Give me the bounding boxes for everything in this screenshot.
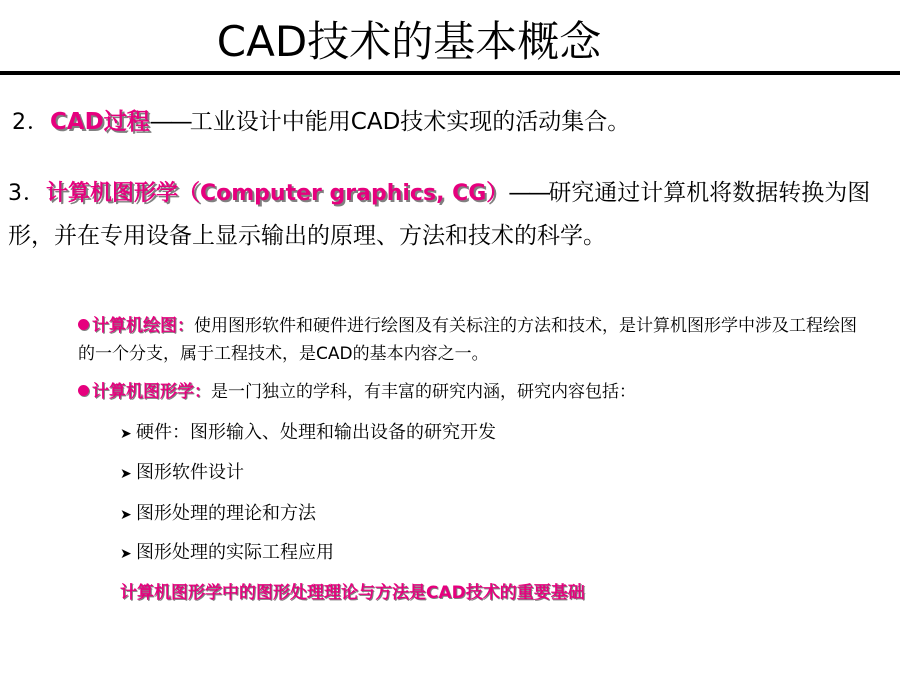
arrowhead-right-icon: ➤ <box>120 546 132 562</box>
sub-item-computer-graphics <box>78 378 868 406</box>
research-item <box>120 501 316 528</box>
arrowhead-right-icon: ➤ <box>120 426 132 442</box>
item-number: 2． <box>12 110 50 135</box>
research-item <box>120 420 496 447</box>
research-item-text: 图形软件设计 <box>136 462 244 483</box>
sub-item-computer-drawing <box>78 312 868 368</box>
definition-text: 工业设计中能用CAD技术实现的活动集合。 <box>189 109 631 135</box>
conclusion-statement: 计算机图形学中的图形处理理论与方法是CAD技术的重要基础 <box>120 583 585 603</box>
slide-title: CAD技术的基本概念 <box>216 17 602 66</box>
bullet-icon <box>78 319 89 330</box>
definition-text: 研究通过计算机将数据转换为图形，并在专用设备上显示输出的原理、方法和技术的科学。 <box>8 180 871 249</box>
arrowhead-right-icon: ➤ <box>120 466 132 482</box>
term-cad-process: CAD过程 <box>50 109 150 135</box>
research-item <box>120 460 244 487</box>
definition-cad-process <box>12 101 892 144</box>
sub-item-text: 使用图形软件和硬件进行绘图及有关标注的方法和技术，是计算机图形学中涉及工程绘图的一个分支，属于工程技术，是CAD的基本内容之一。 <box>78 316 857 364</box>
research-item-text: 硬件：图形输入、处理和输出设备的研究开发 <box>136 422 496 443</box>
item-number: 3． <box>8 181 46 206</box>
sub-item-label: 计算机图形学： <box>92 382 211 402</box>
research-item-text: 图形处理的实际工程应用 <box>136 542 334 563</box>
research-item-text: 图形处理的理论和方法 <box>136 503 316 524</box>
research-item <box>120 540 334 567</box>
em-dash: —— <box>149 109 190 135</box>
definition-computer-graphics <box>8 172 888 257</box>
sub-item-text: 是一门独立的学科，有丰富的研究内涵，研究内容包括： <box>211 382 636 402</box>
sub-item-label: 计算机绘图： <box>92 316 194 336</box>
bullet-icon <box>78 385 89 396</box>
term-computer-graphics: 计算机图形学（Computer graphics, CG） <box>46 181 509 206</box>
title-divider <box>0 71 900 75</box>
arrowhead-right-icon: ➤ <box>120 507 132 523</box>
em-dash: —— <box>508 180 549 206</box>
